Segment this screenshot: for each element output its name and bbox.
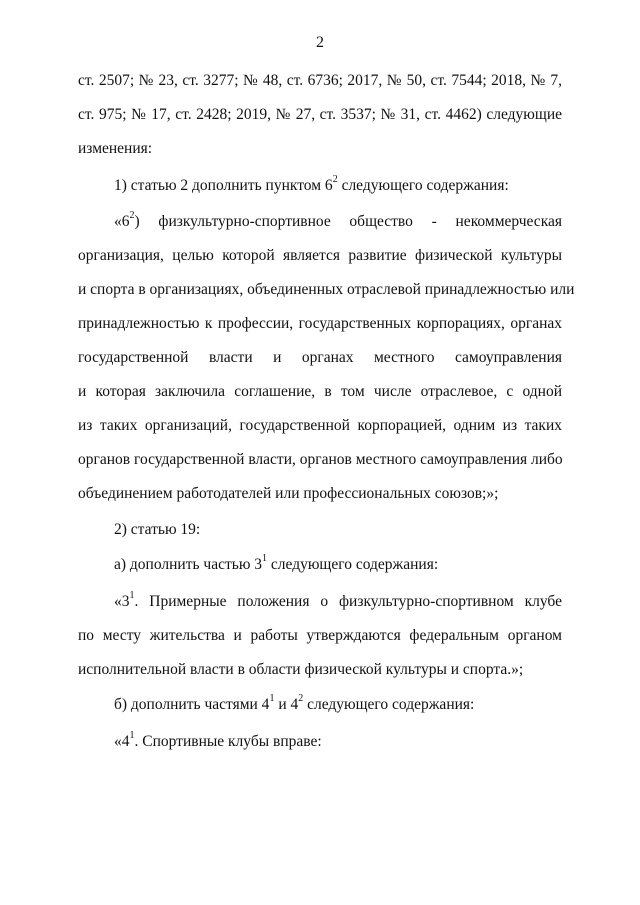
text-line: принадлежностью к профессии, государственных корпорациях, органах xyxy=(78,315,562,332)
text-line: организация, целью которой является развитие физической культуры xyxy=(78,247,562,264)
text-line: 2) статью 19: xyxy=(114,521,201,538)
text-line: б) дополнить частями $4^1$ и $4^2$ следующего содержания: xyxy=(114,692,475,713)
text-line: объединением работодателей или профессиональных союзов;»; xyxy=(78,485,499,502)
text-line: 1) статью 2 дополнить пунктом $6^2$ следующего содержания: xyxy=(114,173,509,194)
text-line: изменения: xyxy=(78,140,153,157)
text-line: «$3^1$. Примерные положения о физкультурно-спортивном клубе xyxy=(114,589,562,610)
text-line: органов государственной власти, органов местного самоуправления либо xyxy=(78,451,563,468)
text-line: а) дополнить частью $3^1$ следующего содержания: xyxy=(114,552,439,573)
text-line: «$6^2$) физкультурно-спортивное общество - некоммерческая xyxy=(114,209,562,230)
page-number: 2 xyxy=(316,34,324,51)
text-line: исполнительной власти в области физической культуры и спорта.»; xyxy=(78,661,524,678)
text-line: государственной власти и органах местного самоуправления xyxy=(78,349,562,366)
text-line: по месту жительства и работы утверждаются федеральным органом xyxy=(78,627,562,644)
text-line: и которая заключила соглашение, в том числе отраслевое, с одной xyxy=(78,383,562,400)
text-line: ст. 2507; № 23, ст. 3277; № 48, ст. 6736; 2017, № 50, ст. 7544; 2018, № 7, xyxy=(78,72,562,89)
text-line: и спорта в организациях, объединенных отраслевой принадлежностью или xyxy=(78,281,575,298)
text-line: «$4^1$. Спортивные клубы вправе: xyxy=(114,729,322,750)
text-line: ст. 975; № 17, ст. 2428; 2019, № 27, ст. 3537; № 31, ст. 4462) следующие xyxy=(78,106,562,123)
text-line: из таких организаций, государственной корпорацией, одним из таких xyxy=(78,417,562,434)
